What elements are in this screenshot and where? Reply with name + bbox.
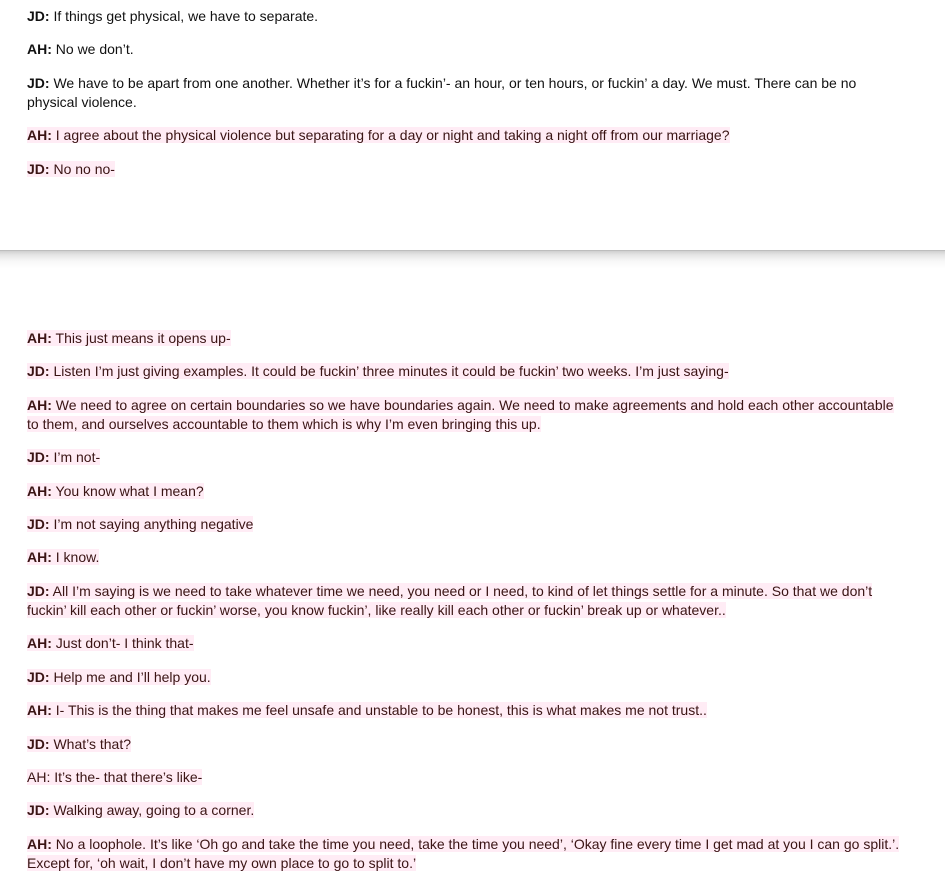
transcript-line bbox=[27, 482, 907, 501]
transcript-line bbox=[27, 548, 907, 567]
transcript-line bbox=[27, 801, 907, 820]
speaker-label: JD: bbox=[27, 583, 50, 599]
transcript-line bbox=[27, 448, 907, 467]
speaker-label: AH: bbox=[27, 836, 52, 852]
speaker-label: AH: bbox=[27, 330, 52, 346]
transcript-line bbox=[27, 515, 907, 534]
dialogue-text: No a loophole. It’s like ‘Oh go and take the time you need, take the time you need’, ‘Okay fine every time I get mad at you I can go split.’. Except for, ‘oh wait, I don’t have my own place to go to split to.’ bbox=[27, 836, 900, 871]
dialogue-text: We need to agree on certain boundaries so we have boundaries again. We need to make agreements and hold each other accountable to them, and ourselves accountable to them which is why I’m even bringing this up. bbox=[27, 397, 894, 432]
speaker-label: JD: bbox=[27, 8, 50, 24]
dialogue-text: Help me and I’ll help you. bbox=[49, 669, 211, 685]
dialogue-text: Walking away, going to a corner. bbox=[49, 802, 255, 818]
transcript-page-top bbox=[0, 0, 945, 250]
dialogue-text: This just means it opens up- bbox=[51, 330, 231, 346]
dialogue-text: I know. bbox=[51, 549, 100, 565]
transcript-line bbox=[27, 835, 907, 873]
dialogue-text: Listen I’m just giving examples. It could be fuckin’ three minutes it could be fuckin’ two weeks. I’m just saying- bbox=[49, 363, 729, 379]
speaker-label: AH: bbox=[27, 397, 52, 413]
transcript-line bbox=[27, 768, 907, 787]
speaker-label: AH: bbox=[27, 635, 52, 651]
transcript-line bbox=[27, 701, 907, 720]
transcript-line bbox=[27, 329, 907, 348]
dialogue-text: No no no- bbox=[49, 161, 115, 177]
dialogue-text: I’m not- bbox=[49, 449, 101, 465]
transcript-page-bottom bbox=[0, 268, 945, 879]
transcript-line bbox=[27, 735, 907, 754]
dialogue-text: AH: It’s the- that there’s like- bbox=[27, 769, 203, 785]
dialogue-text: We have to be apart from one another. Whether it’s for a fuckin’- an hour, or ten hours, or fuckin’ a day. We must. There can be no physical violence. bbox=[27, 75, 857, 110]
dialogue-text: If things get physical, we have to separate. bbox=[49, 8, 319, 24]
speaker-label: JD: bbox=[27, 75, 50, 91]
speaker-label: JD: bbox=[27, 669, 50, 685]
dialogue-text: All I’m saying is we need to take whatever time we need, you need or I need, to kind of let things settle for a minute. So that we don’t fuckin’ kill each other or fuckin’ worse, you know fuckin’, like really kill each other or fuckin’ break up or whatever.. bbox=[27, 583, 873, 618]
transcript-line bbox=[27, 362, 907, 381]
speaker-label: AH: bbox=[27, 127, 52, 143]
speaker-label: AH: bbox=[27, 41, 52, 57]
transcript-line bbox=[27, 634, 907, 653]
speaker-label: JD: bbox=[27, 516, 50, 532]
speaker-label: JD: bbox=[27, 363, 50, 379]
dialogue-text: No we don’t. bbox=[51, 41, 134, 57]
dialogue-text: What’s that? bbox=[49, 736, 132, 752]
dialogue-text: Just don’t- I think that- bbox=[51, 635, 194, 651]
speaker-label: JD: bbox=[27, 802, 50, 818]
page-break-divider bbox=[0, 250, 945, 269]
transcript-line bbox=[27, 74, 907, 112]
speaker-label: AH: bbox=[27, 702, 52, 718]
speaker-label: JD: bbox=[27, 736, 50, 752]
dialogue-text: You know what I mean? bbox=[51, 483, 204, 499]
speaker-label: AH: bbox=[27, 549, 52, 565]
transcript-line bbox=[27, 396, 907, 434]
speaker-label: JD: bbox=[27, 449, 50, 465]
speaker-label: AH: bbox=[27, 483, 52, 499]
transcript-line bbox=[27, 40, 907, 59]
transcript-line bbox=[27, 7, 907, 26]
transcript-line bbox=[27, 126, 907, 145]
dialogue-text: I agree about the physical violence but separating for a day or night and taking a night off from our marriage? bbox=[51, 127, 730, 143]
transcript-line bbox=[27, 160, 907, 179]
speaker-label: JD: bbox=[27, 161, 50, 177]
transcript-line bbox=[27, 582, 907, 620]
dialogue-text: I- This is the thing that makes me feel unsafe and unstable to be honest, this is what makes me not trust.. bbox=[51, 702, 707, 718]
dialogue-text: I’m not saying anything negative bbox=[49, 516, 254, 532]
transcript-line bbox=[27, 668, 907, 687]
